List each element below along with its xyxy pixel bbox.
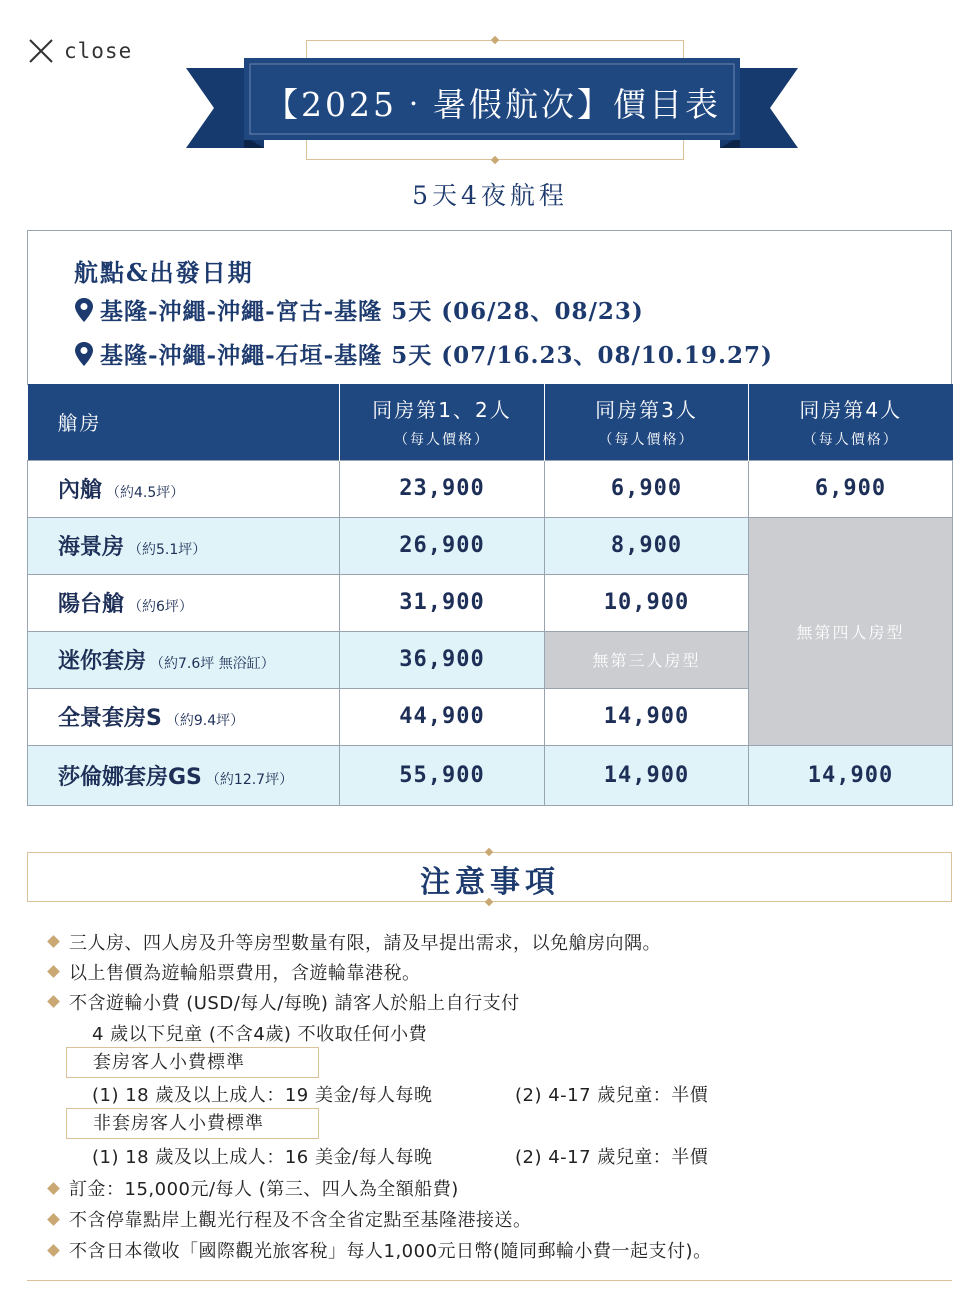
route-heading: 航點&出發日期 [74, 258, 254, 287]
note-subitem: (1) 18 歲及以上成人：16 美金/每人每晚 [92, 1147, 433, 1168]
bullet-diamond [47, 935, 60, 948]
room-name: 全景套房S （約9.4坪） [28, 688, 340, 745]
header-cabin: 艙房 [28, 384, 340, 460]
header-guest-1-2: 同房第1、2人 （每人價格） [340, 384, 545, 460]
notes-title: 注意事項 [420, 865, 560, 900]
note-item: 訂金：15,000元/每人 (第三、四人為全額船費) [69, 1179, 459, 1200]
page-title: 【2025‧暑假航次】價目表 [265, 84, 721, 124]
location-pin-icon [74, 341, 94, 367]
location-pin-icon [74, 297, 94, 323]
price-guest-4: 6,900 [749, 460, 953, 517]
room-name: 內艙 （約4.5坪） [28, 460, 340, 517]
price-guest-1-2: 31,900 [340, 574, 545, 631]
price-guest-1-2: 23,900 [340, 460, 545, 517]
price-guest-3: 14,900 [545, 688, 749, 745]
note-item: 以上售價為遊輪船票費用，含遊輪靠港稅。 [69, 963, 421, 984]
table-header-row [28, 384, 953, 460]
table-row [28, 460, 953, 517]
note-item: 不含停靠點岸上觀光行程及不含全省定點至基隆港接送。 [69, 1210, 532, 1231]
table-row [28, 517, 953, 574]
table-row [28, 745, 953, 805]
note-subitem: (2) 4-17 歲兒童：半價 [515, 1085, 709, 1106]
price-guest-3: 6,900 [545, 460, 749, 517]
note-item: 三人房、四人房及升等房型數量有限，請及早提出需求，以免艙房向隅。 [69, 933, 661, 954]
note-item: 不含日本徵收「國際觀光旅客稅」每人1,000元日幣(隨同郵輪小費一起支付)。 [69, 1241, 712, 1262]
room-name: 海景房 （約5.1坪） [28, 517, 340, 574]
note-subitem: (1) 18 歲及以上成人：19 美金/每人每晚 [92, 1085, 433, 1106]
price-guest-3: 14,900 [545, 745, 749, 805]
bullet-diamond [47, 965, 60, 978]
close-label: close [64, 39, 133, 63]
route-text-2: 基隆-沖繩-沖繩-石垣-基隆 5天 (07/16.23、08/10.19.27) [100, 342, 773, 369]
room-name: 迷你套房 （約7.6坪 無浴缸） [28, 631, 340, 688]
bottom-divider [27, 1280, 952, 1281]
page-subtitle: 5天4夜航程 [412, 181, 568, 210]
room-name: 陽台艙 （約6坪） [28, 574, 340, 631]
note-item: 不含遊輪小費 (USD/每人/每晚) 請客人於船上自行支付 [69, 993, 520, 1014]
price-guest-1-2: 26,900 [340, 517, 545, 574]
bullet-diamond [47, 1182, 60, 1195]
price-guest-3: 8,900 [545, 517, 749, 574]
close-icon [28, 38, 54, 64]
route-line-1 [74, 293, 644, 326]
note-subitem: (2) 4-17 歲兒童：半價 [515, 1147, 709, 1168]
price-guest-4: 14,900 [749, 745, 953, 805]
bullet-diamond [47, 1213, 60, 1226]
suite-tips-label: 套房客人小費標準 [66, 1047, 319, 1078]
nonsuite-tips-label: 非套房客人小費標準 [66, 1108, 319, 1139]
bullet-diamond [47, 1244, 60, 1257]
header-guest-3: 同房第3人 （每人價格） [545, 384, 749, 460]
route-section [27, 230, 952, 385]
room-name: 莎倫娜套房GS （約12.7坪） [28, 745, 340, 805]
price-guest-1-2: 44,900 [340, 688, 545, 745]
route-text-1: 基隆-沖繩-沖繩-宮古-基隆 5天 (06/28、08/23) [100, 298, 644, 325]
close-button[interactable] [28, 36, 132, 66]
price-guest-1-2: 55,900 [340, 745, 545, 805]
header-guest-4: 同房第4人 （每人價格） [749, 384, 953, 460]
route-line-2 [74, 337, 773, 370]
price-guest-3: 10,900 [545, 574, 749, 631]
no-fourth-guest-cell: 無第四人房型 [749, 517, 953, 745]
note-subitem: 4 歲以下兒童 (不含4歲) 不收取任何小費 [92, 1024, 428, 1045]
price-guest-1-2: 36,900 [340, 631, 545, 688]
no-third-guest-cell: 無第三人房型 [545, 631, 749, 688]
price-table [27, 384, 953, 806]
bullet-diamond [47, 995, 60, 1008]
